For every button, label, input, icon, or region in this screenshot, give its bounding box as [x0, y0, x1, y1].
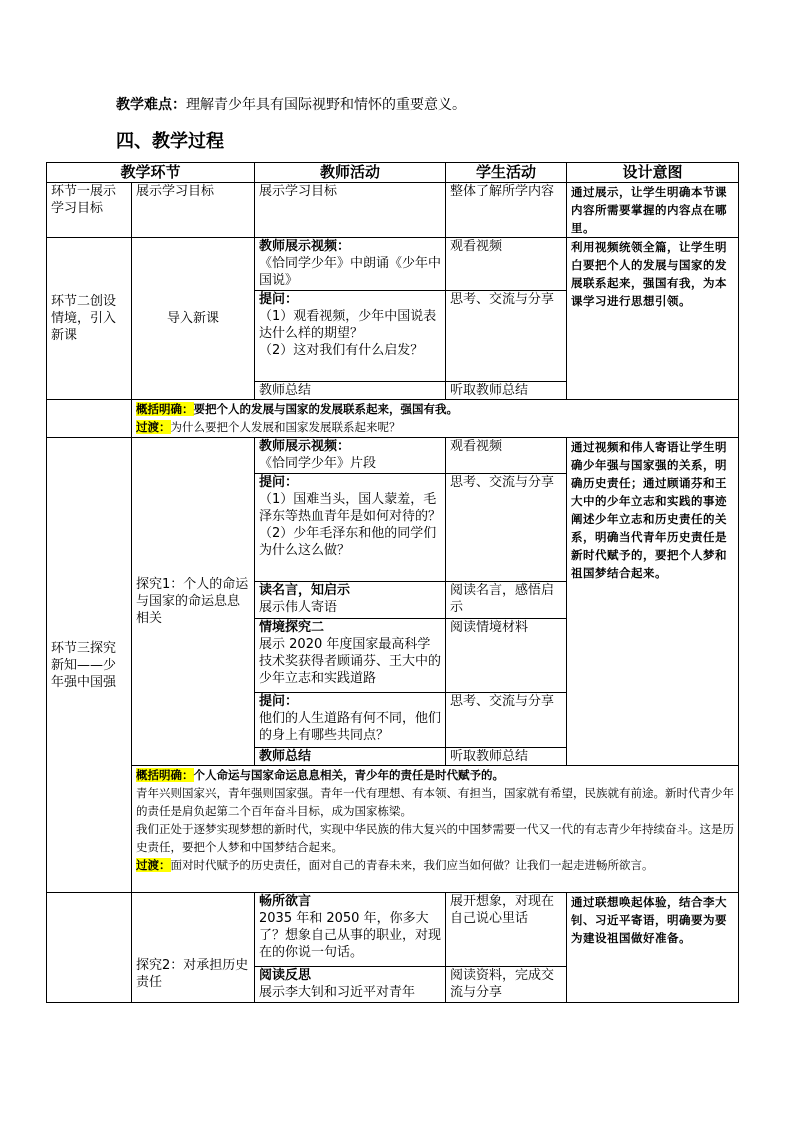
- stage-3-student-2: 思考、交流与分享: [446, 474, 567, 582]
- video-title: 教师展示视频：: [259, 439, 351, 454]
- stage-3-student-5: 思考、交流与分享: [446, 693, 567, 748]
- stage-2-left-blank: [47, 400, 132, 438]
- stage-3b-student-1: 展开想象，对现在自己说心里话: [446, 893, 567, 967]
- transition-text: 为什么要把个人发展和国家发展联系起来呢？: [170, 420, 401, 434]
- question-title: 提问：: [259, 475, 299, 490]
- stage-1-sub: 展示学习目标: [132, 183, 255, 238]
- summary-text: 个人命运与国家命运息息相关，青少年的责任是时代赋予的。: [193, 768, 504, 782]
- scenario-title: 情境探究二: [259, 620, 325, 635]
- stage-3-teacher-question-2: [255, 693, 446, 748]
- stage-1-teacher: 展示学习目标: [255, 183, 446, 238]
- transition-label: 过渡：: [136, 420, 171, 434]
- stage-3-student-3: 阅读名言，感悟启示: [446, 582, 567, 619]
- transition-label: 过渡：: [136, 858, 171, 872]
- table-row: [47, 183, 739, 238]
- video-title: 教师展示视频：: [259, 239, 351, 254]
- table-row: [47, 438, 739, 474]
- stage-3-cell: 环节三探究新知——少年强中国强: [47, 438, 132, 893]
- video-body: 《恰同学少年》片段: [259, 456, 377, 471]
- difficulty-label: 教学难点：: [116, 97, 186, 113]
- summary-label: 概括明确：: [136, 402, 194, 416]
- stage-3-student-6: 听取教师总结: [446, 748, 567, 766]
- summary-text: 要把个人的发展与国家的发展联系起来，强国有我。: [193, 402, 458, 416]
- reflect-body: 展示李大钊和习近平对青年: [259, 985, 416, 1000]
- header-student: 学生活动: [446, 163, 567, 183]
- question-title: 提问：: [259, 292, 299, 307]
- speak-body: 2035 年和 2050 年，你多大了？想象自己从事的职业，对现在的你说一句话。: [259, 911, 442, 960]
- table-row: [47, 766, 739, 893]
- question-body: 他们的人生道路有何不同，他们的身上有哪些共同点？: [259, 711, 442, 743]
- quote-title: 读名言，知启示: [259, 583, 351, 598]
- stage-3-teacher-scenario: [255, 619, 446, 693]
- header-teacher: 教师活动: [255, 163, 446, 183]
- summary-label: 概括明确：: [136, 768, 194, 782]
- stage-2-student-3: 听取教师总结: [446, 382, 567, 400]
- stage-3b-sub: 探究2：对承担历史责任: [132, 893, 255, 1003]
- video-body: 《恰同学少年》中朗诵《少年中国说》: [259, 256, 442, 288]
- stage-2-sub: 导入新课: [132, 238, 255, 400]
- stage-3-sub: 探究1：个人的命运与国家的命运息息相关: [132, 438, 255, 766]
- stage-3-teacher-summary: 教师总结: [255, 748, 446, 766]
- stage-3-teacher-question: [255, 474, 446, 582]
- stage-3b-teacher-speak: [255, 893, 446, 967]
- quote-body: 展示伟人寄语: [259, 600, 338, 615]
- question-2: （2）这对我们有什么启发？: [259, 343, 424, 358]
- section-heading: 四、教学过程: [116, 131, 224, 152]
- stage-3-teacher-quote: [255, 582, 446, 619]
- teaching-difficulty: [116, 94, 466, 114]
- stage-2-design: 利用视频统领全篇，让学生明白要把个人的发展与国家的发展联系起来，强国有我，为本课学习进行思想引领。: [567, 238, 739, 400]
- stage-3-student-4: 阅读情境材料: [446, 619, 567, 693]
- table-header-row: [47, 163, 739, 183]
- transition-text: 面对时代赋予的历史责任，面对自己的青春未来，我们应当如何做？让我们一起走进畅所欲言。: [170, 858, 654, 872]
- table-row: [47, 400, 739, 438]
- summary-para-2: 我们正处于逐梦实现梦想的新时代，实现中华民族的伟大复兴的中国梦需要一代又一代的有志青少年持续奋斗。这是历史责任，要把个人梦和中国梦结合起来。: [136, 822, 734, 854]
- stage-1-student: 整体了解所学内容: [446, 183, 567, 238]
- stage-3b-student-2: 阅读资料，完成交流与分享: [446, 967, 567, 1003]
- table-row: [47, 893, 739, 967]
- stage-2-cell: 环节二创设情境，引入新课: [47, 238, 132, 400]
- stage-3-summary: [132, 766, 739, 893]
- header-stage: 教学环节: [47, 163, 255, 183]
- stage-2-student-1: 观看视频: [446, 238, 567, 291]
- reflect-title: 阅读反思: [259, 968, 312, 983]
- stage-1-cell: 环节一展示学习目标: [47, 183, 132, 238]
- scenario-body: 展示 2020 年度国家最高科学技术奖获得者顾诵芬、王大中的少年立志和实践道路: [259, 637, 442, 686]
- stage-3-design: 通过视频和伟人寄语让学生明确少年强与国家强的关系，明确历史责任；通过顾诵芬和王大中的少年立志和实践的事迹阐述少年立志和历史责任的关系，明确当代青年历史责任是新时代赋予的，要把个人梦和祖国梦结合起来。: [567, 438, 739, 766]
- question-1: （1）国难当头，国人蒙羞，毛泽东等热血青年是如何对待的？: [259, 492, 442, 524]
- stage-2-teacher-video: [255, 238, 446, 291]
- stage-2-teacher-summary: 教师总结: [255, 382, 446, 400]
- question-1: （1）观看视频，少年中国说表达什么样的期望？: [259, 309, 437, 341]
- stage-2-teacher-question: [255, 291, 446, 382]
- stage-3b-left-blank: [47, 893, 132, 1003]
- stage-3-student-1: 观看视频: [446, 438, 567, 474]
- speak-title: 畅所欲言: [259, 894, 312, 909]
- stage-3b-design: 通过联想唤起体验，结合李大钊、习近平寄语，明确要为要为建设祖国做好准备。: [567, 893, 739, 1003]
- stage-2-student-2: 思考、交流与分享: [446, 291, 567, 382]
- question-2: （2）少年毛泽东和他的同学们为什么这么做？: [259, 526, 437, 558]
- stage-1-design: 通过展示，让学生明确本节课内容所需要掌握的内容点在哪里。: [567, 183, 739, 238]
- stage-3b-teacher-reflect: [255, 967, 446, 1003]
- table-row: [47, 238, 739, 291]
- stage-3-teacher-video: [255, 438, 446, 474]
- summary-para-1: 青年兴则国家兴，青年强则国家强。青年一代有理想、有本领、有担当，国家就有希望，民族就有前途。新时代青少年的责任是肩负起第二个百年奋斗目标，成为国家栋梁。: [136, 786, 734, 818]
- header-design: 设计意图: [567, 163, 739, 183]
- stage-2-summary: [132, 400, 739, 438]
- question-title: 提问：: [259, 694, 299, 709]
- difficulty-text: 理解青少年具有国际视野和情怀的重要意义。: [186, 97, 466, 113]
- teaching-process-table: [46, 162, 739, 1003]
